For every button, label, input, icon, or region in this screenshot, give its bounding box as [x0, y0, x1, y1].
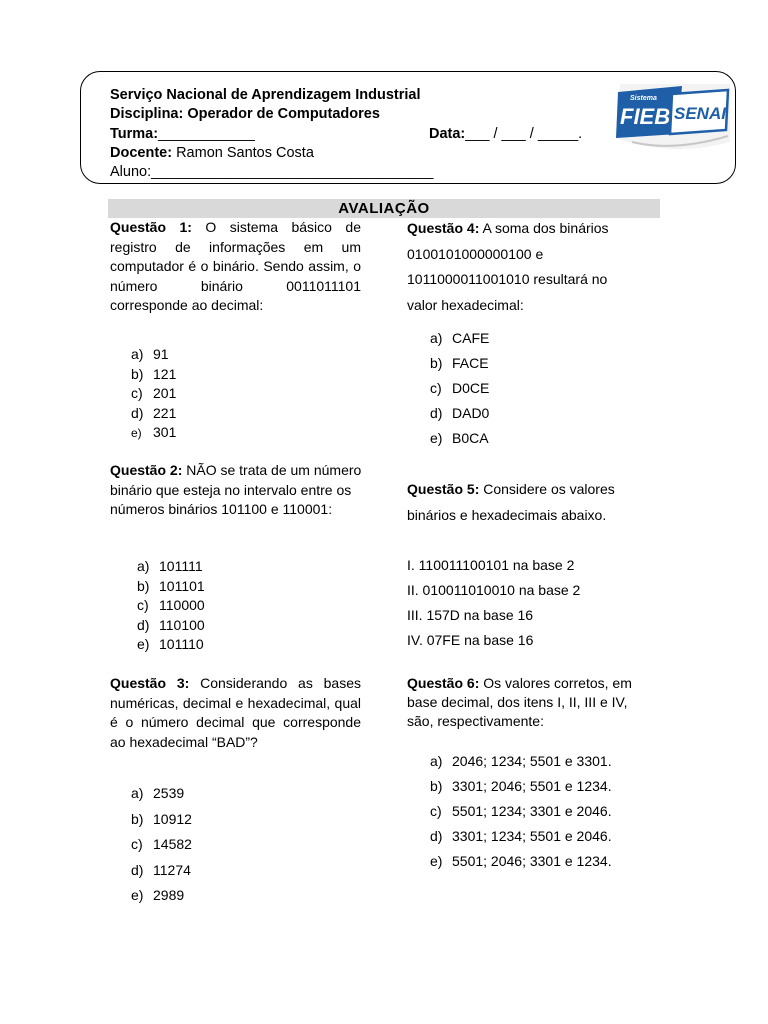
- question-3-text: [110, 674, 361, 752]
- aluno-label: Aluno:: [110, 164, 152, 180]
- turma-line: [110, 125, 255, 145]
- option-letter: e): [430, 853, 443, 869]
- question-4-line-3: 1011000011001010 resultará no: [407, 271, 608, 287]
- data-label: Data:: [429, 126, 466, 142]
- option-letter: d): [131, 861, 144, 878]
- option-text: B0CA: [452, 430, 489, 446]
- question-2-label: Questão 2:: [110, 462, 183, 478]
- option-letter: e): [131, 887, 144, 903]
- option-text: 221: [153, 404, 177, 421]
- docente-line: [110, 144, 314, 164]
- option-letter: d): [430, 405, 443, 421]
- question-6-option-d[interactable]: [430, 824, 612, 849]
- question-6-label: Questão 6:: [407, 675, 480, 691]
- question-1-options: [131, 345, 176, 444]
- question-5-item-3: III. 157D na base 16: [407, 607, 534, 623]
- question-1-option-b[interactable]: [131, 365, 176, 385]
- option-letter: e): [430, 430, 443, 446]
- question-4-line-2: 0100101000000100 e: [407, 245, 544, 262]
- question-5-text: [407, 477, 667, 528]
- option-text: 2046; 1234; 5501 e 3301.: [452, 753, 612, 769]
- question-3-option-b[interactable]: [131, 807, 192, 833]
- option-text: 201: [153, 385, 177, 401]
- question-2-option-b[interactable]: [137, 577, 205, 597]
- question-1-option-e[interactable]: [131, 423, 176, 444]
- option-text: 11274: [153, 861, 191, 878]
- fieb-senai-logo: [612, 80, 730, 156]
- option-letter: e): [137, 636, 150, 652]
- question-4-label: Questão 4:: [407, 220, 480, 236]
- logo-senai-text: SENAI: [674, 104, 726, 123]
- option-text: 2539: [153, 785, 185, 801]
- question-3-option-d[interactable]: [131, 858, 192, 884]
- question-6-option-b[interactable]: [430, 774, 612, 799]
- question-3-option-e[interactable]: [131, 883, 192, 909]
- option-text: 301: [153, 424, 177, 440]
- question-2-option-a[interactable]: [137, 557, 205, 577]
- question-3-option-a[interactable]: [131, 781, 192, 807]
- option-text: 91: [153, 346, 169, 362]
- question-6-option-a[interactable]: [430, 749, 612, 774]
- option-letter: c): [131, 836, 143, 852]
- discipline-label: Disciplina:: [110, 106, 184, 122]
- question-4-option-e[interactable]: [430, 426, 489, 451]
- question-6-text: [407, 674, 667, 731]
- option-text: DAD0: [452, 405, 490, 421]
- page-title: AVALIAÇÃO: [108, 199, 660, 218]
- question-4-option-a[interactable]: [430, 326, 489, 351]
- data-line: [429, 125, 582, 145]
- option-text: 101101: [159, 577, 205, 594]
- question-2-option-e[interactable]: [137, 635, 205, 655]
- question-1-option-d[interactable]: [131, 404, 176, 424]
- option-text: 5501; 1234; 3301 e 2046.: [452, 803, 612, 819]
- question-5-line-2: binários e hexadecimais abaixo.: [407, 506, 607, 523]
- option-text: 110000: [159, 597, 205, 613]
- question-3-option-c[interactable]: [131, 832, 192, 858]
- option-letter: c): [430, 380, 442, 396]
- option-letter: c): [131, 385, 143, 401]
- question-5-items: [407, 553, 580, 653]
- discipline-value: Operador de Computadores: [187, 106, 380, 122]
- option-letter: d): [137, 616, 150, 633]
- question-5-item-1: I. 110011100101 na base 2: [407, 557, 575, 573]
- question-4-line-4: valor hexadecimal:: [407, 296, 524, 313]
- option-letter: a): [430, 753, 443, 769]
- option-letter: b): [131, 810, 144, 827]
- option-text: 2989: [153, 887, 185, 903]
- logo-fieb-text: FIEB: [620, 104, 671, 129]
- institution-name: Serviço Nacional de Aprendizagem Industrial: [110, 87, 421, 103]
- option-text: 110100: [159, 616, 205, 633]
- option-text: 121: [153, 365, 177, 382]
- option-text: 101110: [159, 636, 204, 652]
- question-5-body: Considere os valores: [483, 481, 615, 497]
- question-3-options: [131, 781, 192, 909]
- docente-label: Docente:: [110, 145, 173, 161]
- option-letter: e): [131, 426, 142, 440]
- option-letter: d): [131, 404, 144, 421]
- option-text: 101111: [159, 558, 203, 574]
- option-letter: a): [131, 346, 144, 362]
- option-letter: d): [430, 828, 443, 844]
- question-4-option-b[interactable]: [430, 351, 489, 376]
- aluno-line: [110, 163, 433, 183]
- question-2-text: [110, 461, 370, 520]
- option-text: 10912: [153, 810, 192, 827]
- option-letter: a): [131, 785, 144, 801]
- option-letter: c): [137, 597, 149, 613]
- option-text: D0CE: [452, 380, 490, 396]
- option-letter: a): [430, 330, 443, 346]
- question-4-text: [407, 216, 667, 318]
- question-5-line-1: [407, 477, 667, 503]
- discipline-line: [110, 105, 380, 125]
- option-text: 3301; 2046; 5501 e 1234.: [452, 778, 612, 794]
- question-4-line-1: [407, 216, 667, 242]
- question-1-body: O sistema básico de registro de informações em um computador é o binário. Sendo assim, o número binário 0011011101 corresponde ao decimal:: [110, 219, 361, 313]
- question-2-body: NÃO se trata de um número binário que esteja no intervalo entre os números binários 101100 e 110001:: [110, 462, 362, 517]
- question-1-option-a[interactable]: [131, 345, 176, 365]
- docente-value: Ramon Santos Costa: [176, 145, 314, 161]
- logo-small-text: Sistema: [630, 95, 657, 102]
- option-text: 5501; 2046; 3301 e 1234.: [452, 853, 612, 869]
- question-1-label: Questão 1:: [110, 219, 192, 235]
- question-6-line-2: base decimal, dos itens I, II, III e IV,: [407, 694, 628, 710]
- option-letter: b): [430, 355, 443, 371]
- option-text: 3301; 1234; 5501 e 2046.: [452, 828, 612, 844]
- option-letter: b): [137, 577, 150, 594]
- option-letter: c): [430, 803, 442, 819]
- option-letter: b): [430, 778, 443, 794]
- question-6-line-3: são, respectivamente:: [407, 713, 544, 729]
- question-4-option-d[interactable]: [430, 401, 489, 426]
- option-text: CAFE: [452, 330, 490, 346]
- question-6-body: Os valores corretos, em: [483, 675, 632, 691]
- data-field[interactable]: ___ / ___ / _____.: [465, 126, 583, 142]
- question-4-option-c[interactable]: [430, 376, 489, 401]
- option-text: FACE: [452, 355, 489, 371]
- question-2-option-c[interactable]: [137, 596, 205, 616]
- question-4-options: [430, 326, 489, 451]
- question-5-item-2: II. 010011010010 na base 2: [407, 582, 581, 598]
- question-2-options: [137, 557, 205, 655]
- question-6-line-1: [407, 674, 667, 693]
- question-1-option-c[interactable]: [131, 384, 176, 404]
- option-text: 14582: [153, 836, 192, 852]
- option-letter: b): [131, 365, 144, 382]
- turma-label: Turma:: [110, 126, 159, 142]
- question-5-item-4: IV. 07FE na base 16: [407, 632, 534, 648]
- question-4-body: A soma dos binários: [482, 220, 609, 236]
- aluno-field[interactable]: ___________________________________: [151, 164, 434, 180]
- question-6-option-e[interactable]: [430, 849, 612, 874]
- question-2-option-d[interactable]: [137, 616, 205, 636]
- turma-field[interactable]: ____________: [158, 126, 255, 142]
- question-3-body: Considerando as bases numéricas, decimal e hexadecimal, qual é o número decimal que corresponde ao hexadecimal “BAD”?: [110, 675, 361, 750]
- question-5-label: Questão 5:: [407, 481, 480, 497]
- question-3-label: Questão 3:: [110, 675, 190, 691]
- question-6-options: [430, 749, 612, 874]
- question-1-text: [110, 218, 361, 316]
- option-letter: a): [137, 558, 150, 574]
- question-6-option-c[interactable]: [430, 799, 612, 824]
